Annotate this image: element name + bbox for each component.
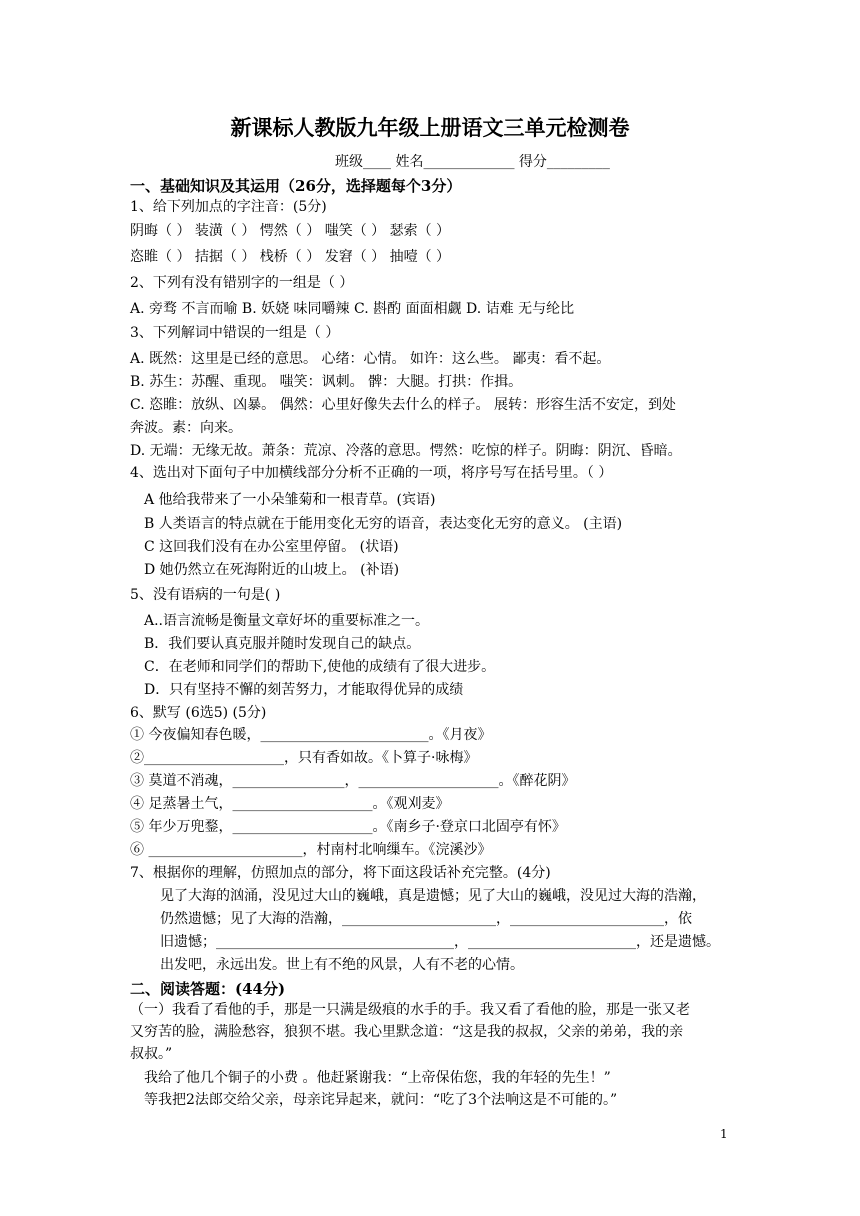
question-line: 7、根据你的理解，仿照加点的部分，将下面这段话补充完整。(4分) <box>130 865 551 881</box>
question-line: 3、下列解词中错误的一组是（ ） <box>130 325 340 341</box>
text-line: C. 恣睢：放纵、凶暴。 偶然：心里好像失去什么的样子。 展转：形容生活不安定，到处 <box>130 397 677 413</box>
text-line: 又穷苦的脸，满脸愁容，狼狈不堪。我心里默念道：“这是我的叔叔，父亲的弟弟，我的亲 <box>130 1024 684 1040</box>
text-line: 仍然遗憾；见了大海的浩瀚，______________________，______________________，依 <box>160 911 692 927</box>
text-line: D．只有坚持不懈的刻苦努力，才能取得优异的成绩 <box>144 682 464 698</box>
text-line: ⑥ ______________________，村南村北响缫车。《浣溪沙》 <box>130 842 492 858</box>
text-line: ⑤ 年少万兜鍪，____________________。《南乡子·登京口北固亭有怀》 <box>130 819 566 835</box>
text-line: A..语言流畅是衡量文章好坏的重要标准之一。 <box>144 613 430 629</box>
text-line: A. 既然：这里是已经的意思。 心绪：心情。 如许：这么些。 鄙夷：看不起。 <box>130 351 611 367</box>
text-line: 恣睢（ ） 拮据（ ） 栈桥（ ） 发窘（ ） 抽噎（ ） <box>130 249 451 265</box>
question-line: 1、给下列加点的字注音：(5分) <box>130 199 327 215</box>
text-line: ③ 莫道不消魂，________________，____________________。《醉花阴》 <box>130 773 576 789</box>
text-line: ④ 足蒸暑土气，____________________。《观刈麦》 <box>130 796 450 812</box>
text-line: 我给了他几个铜子的小费 。他赶紧谢我：“上帝保佑您，我的年轻的先生！” <box>144 1070 611 1086</box>
text-line: ②____________________，只有香如故。《卜算子·咏梅》 <box>130 750 478 766</box>
question-line: 5、没有语病的一句是( ) <box>130 587 281 603</box>
document-title: 新课标人教版九年级上册语文三单元检测卷 <box>230 115 630 140</box>
page-number: 1 <box>720 1127 728 1141</box>
question-line: 2、下列有没有错别字的一组是（ ） <box>130 275 354 291</box>
text-line: 奔波。素：向来。 <box>130 420 242 436</box>
text-line: B．我们要认真克服并随时发现自己的缺点。 <box>144 636 421 652</box>
section-heading: 二、阅读答题：(44分) <box>130 980 286 998</box>
text-line: 叔叔。” <box>130 1046 173 1062</box>
header-fields: 班级____ 姓名_____________ 得分_________ <box>335 154 610 170</box>
text-line: D. 无端：无缘无故。萧条：荒凉、冷落的意思。愕然：吃惊的样子。阴晦：阴沉、昏暗。 <box>130 443 682 459</box>
text-line: A. 旁骛 不言而喻 B. 妖娆 味同嚼辣 C. 斟酌 面面相觑 D. 诘难 无与纶比 <box>130 301 575 317</box>
text-line: 旧遗憾；__________________________________，________________________，还是遗憾。 <box>160 934 720 950</box>
text-line: 等我把2法郎交给父亲，母亲诧异起来，就问：“吃了3个法响这是不可能的。” <box>144 1092 618 1108</box>
text-line: 见了大海的汹涌，没见过大山的巍峨，真是遗憾；见了大山的巍峨，没见过大海的浩瀚， <box>160 888 706 904</box>
text-line: D 她仍然立在死海附近的山坡上。 (补语) <box>144 562 400 578</box>
text-line: B 人类语言的特点就在于能用变化无穷的语音，表达变化无穷的意义。 (主语) <box>144 516 623 532</box>
question-line: 6、默写 (6选5) (5分) <box>130 705 267 721</box>
question-line: 4、选出对下面句子中加横线部分分析不正确的一项，将序号写在括号里。（ ） <box>130 465 613 481</box>
text-line: （一）我看了看他的手，那是一只满是级痕的水手的手。我又看了看他的脸，那是一张又老 <box>130 1002 690 1018</box>
text-line: C．在老师和同学们的帮助下,使他的成绩有了很大进步。 <box>144 659 496 675</box>
text-line: B. 苏生：苏醒、重现。 嗤笑：讽刺。 髀：大腿。打拱：作揖。 <box>130 374 523 390</box>
section-heading: 一、基础知识及其运用（26分，选择题每个3分） <box>130 177 462 195</box>
text-line: C 这回我们没有在办公室里停留。 (状语) <box>144 539 399 555</box>
text-line: A 他给我带来了一小朵雏菊和一根青草。(宾语) <box>144 492 436 508</box>
text-line: 阴晦（ ） 装潢（ ） 愕然（ ） 嗤笑（ ） 瑟索（ ） <box>130 223 451 239</box>
text-line: 出发吧，永远出发。世上有不绝的风景，人有不老的心情。 <box>160 957 524 973</box>
text-line: ① 今夜偏知春色暖，________________________。《月夜》 <box>130 727 492 743</box>
